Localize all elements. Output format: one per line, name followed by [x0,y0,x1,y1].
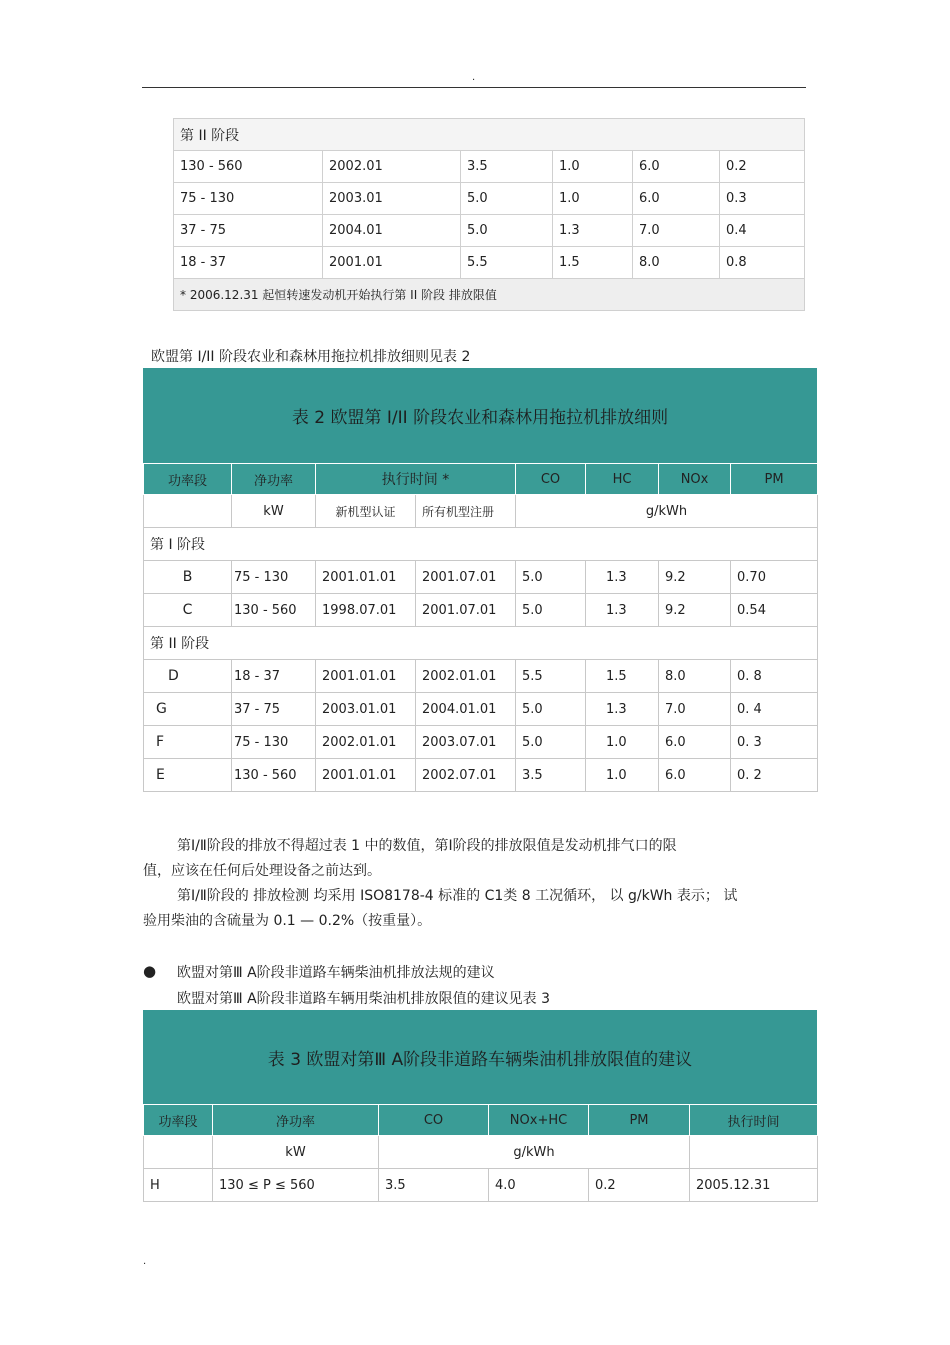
cell: 5.0 [461,183,553,215]
cell: C [144,594,232,627]
paragraph-line: 第Ⅰ/Ⅱ阶段的排放不得超过表 1 中的数值，第Ⅰ阶段的排放限值是发动机排气口的限 [177,838,677,854]
section-label: 第 II 阶段 [174,119,805,151]
cell: 3.5 [516,759,586,792]
cell [144,495,232,528]
table-row [144,693,818,726]
col-header: 功率段 [144,464,232,495]
cell: 5.5 [461,247,553,279]
cell: 5.0 [516,726,586,759]
col-header: 执行时间 * [316,464,516,495]
table-units-row [144,495,818,528]
table-row [174,247,805,279]
cell: 2002.01.01 [316,726,416,759]
bullet-text: 欧盟对第Ⅲ A阶段非道路车辆柴油机排放法规的建议 [177,965,495,981]
cell: 1.3 [586,561,659,594]
cell: E [144,759,232,792]
cell: 1.3 [553,215,633,247]
cell: kW [232,495,316,528]
cell: 1.5 [553,247,633,279]
section-label: 第 II 阶段 [144,627,818,660]
cell: 0.3 [720,183,805,215]
paragraph-line: 值，应该在任何后处理设备之前达到。 [143,863,381,879]
bullet-icon: ● [143,962,157,980]
cell: 2004.01 [323,215,461,247]
col-header: PM [731,464,818,495]
cell: 0.2 [720,151,805,183]
cell: 37 - 75 [174,215,323,247]
table-header-row [144,464,818,495]
col-header: NOx [659,464,731,495]
cell: 新机型认证 [316,495,416,528]
cell: 130 ≤ P ≤ 560 [213,1169,379,1202]
cell: D [144,660,232,693]
cell: F [144,726,232,759]
cell: 5.0 [516,693,586,726]
cell: 75 - 130 [232,561,316,594]
table-row [144,726,818,759]
cell: 2003.01.01 [316,693,416,726]
cell: 37 - 75 [232,693,316,726]
cell: 0. 4 [731,693,818,726]
cell: 所有机型注册 [416,495,516,528]
cell: 2003.07.01 [416,726,516,759]
cell: 6.0 [633,151,720,183]
col-header: PM [589,1105,690,1136]
cell: 1.5 [586,660,659,693]
col-header: 功率段 [144,1105,213,1136]
cell: 1.3 [586,594,659,627]
cell: 9.2 [659,594,731,627]
table3-caption: 欧盟对第Ⅲ A阶段非道路车辆用柴油机排放限值的建议见表 3 [177,991,551,1007]
table-section-row [174,119,805,151]
table3-title: 表 3 欧盟对第Ⅲ A阶段非道路车辆柴油机排放限值的建议 [143,1010,817,1104]
cell: 130 - 560 [232,594,316,627]
table-units-row [144,1136,818,1169]
cell: 2001.01.01 [316,660,416,693]
paragraph-line: 验用柴油的含硫量为 0.1 — 0.2%（按重量）。 [143,913,432,929]
cell: 2001.07.01 [416,594,516,627]
cell: 2002.01.01 [416,660,516,693]
cell: 18 - 37 [174,247,323,279]
table-stage2-continued [173,118,805,311]
cell: 1.0 [586,759,659,792]
cell: 2002.07.01 [416,759,516,792]
cell: 0. 8 [731,660,818,693]
section-label: 第 I 阶段 [144,528,818,561]
cell: 2001.01.01 [316,561,416,594]
cell: 0.8 [720,247,805,279]
header-dot: . [472,72,476,83]
col-header: HC [586,464,659,495]
table3 [143,1104,818,1202]
table2-caption: 欧盟第 I/II 阶段农业和森林用拖拉机排放细则见表 2 [151,349,471,365]
cell: 5.0 [516,561,586,594]
col-header: 执行时间 [690,1105,818,1136]
cell: 1.0 [553,151,633,183]
cell: 3.5 [379,1169,489,1202]
cell [690,1136,818,1169]
table-row [174,183,805,215]
table-row [174,215,805,247]
cell: 7.0 [659,693,731,726]
cell: 2002.01 [323,151,461,183]
cell: H [144,1169,213,1202]
cell [144,1136,213,1169]
table-footnote-row [174,279,805,311]
cell: g/kWh [379,1136,690,1169]
cell: 2004.01.01 [416,693,516,726]
cell: 3.5 [461,151,553,183]
cell: 0. 2 [731,759,818,792]
cell: g/kWh [516,495,818,528]
cell: 1.0 [553,183,633,215]
col-header: 净功率 [232,464,316,495]
cell: 0.54 [731,594,818,627]
table-section-row [144,627,818,660]
cell: 5.0 [516,594,586,627]
cell: 75 - 130 [232,726,316,759]
cell: 5.0 [461,215,553,247]
cell: 2001.01.01 [316,759,416,792]
cell: 7.0 [633,215,720,247]
cell: 0.4 [720,215,805,247]
cell: 18 - 37 [232,660,316,693]
cell: 0. 3 [731,726,818,759]
table-header-row [144,1105,818,1136]
cell: 2003.01 [323,183,461,215]
cell: 2001.07.01 [416,561,516,594]
cell: 2005.12.31 [690,1169,818,1202]
cell: 6.0 [659,726,731,759]
cell: B [144,561,232,594]
cell: 6.0 [633,183,720,215]
header-rule [142,87,806,88]
cell: 9.2 [659,561,731,594]
cell: 130 - 560 [232,759,316,792]
cell: 1.3 [586,693,659,726]
col-header: CO [379,1105,489,1136]
cell: 75 - 130 [174,183,323,215]
table-row [144,561,818,594]
cell: 6.0 [659,759,731,792]
footer-dot: . [143,1256,147,1267]
col-header: NOx+HC [489,1105,589,1136]
table-section-row [144,528,818,561]
table-row [144,660,818,693]
table-row [174,151,805,183]
cell: 5.5 [516,660,586,693]
table-row [144,594,818,627]
paragraph-line: 第Ⅰ/Ⅱ阶段的 排放检测 均采用 ISO8178-4 标准的 C1类 8 工况循环， 以 g/kWh 表示； 试 [177,888,738,904]
footnote: * 2006.12.31 起恒转速发动机开始执行第 II 阶段 排放限值 [174,279,805,311]
cell: 0.70 [731,561,818,594]
cell: 2001.01 [323,247,461,279]
col-header: CO [516,464,586,495]
table2 [143,463,818,792]
table2-title: 表 2 欧盟第 I/II 阶段农业和森林用拖拉机排放细则 [143,368,817,463]
cell: G [144,693,232,726]
cell: 0.2 [589,1169,690,1202]
cell: 1998.07.01 [316,594,416,627]
col-header: 净功率 [213,1105,379,1136]
cell: 130 - 560 [174,151,323,183]
cell: 8.0 [659,660,731,693]
table-row [144,1169,818,1202]
cell: 8.0 [633,247,720,279]
cell: kW [213,1136,379,1169]
cell: 1.0 [586,726,659,759]
cell: 4.0 [489,1169,589,1202]
table-row [144,759,818,792]
